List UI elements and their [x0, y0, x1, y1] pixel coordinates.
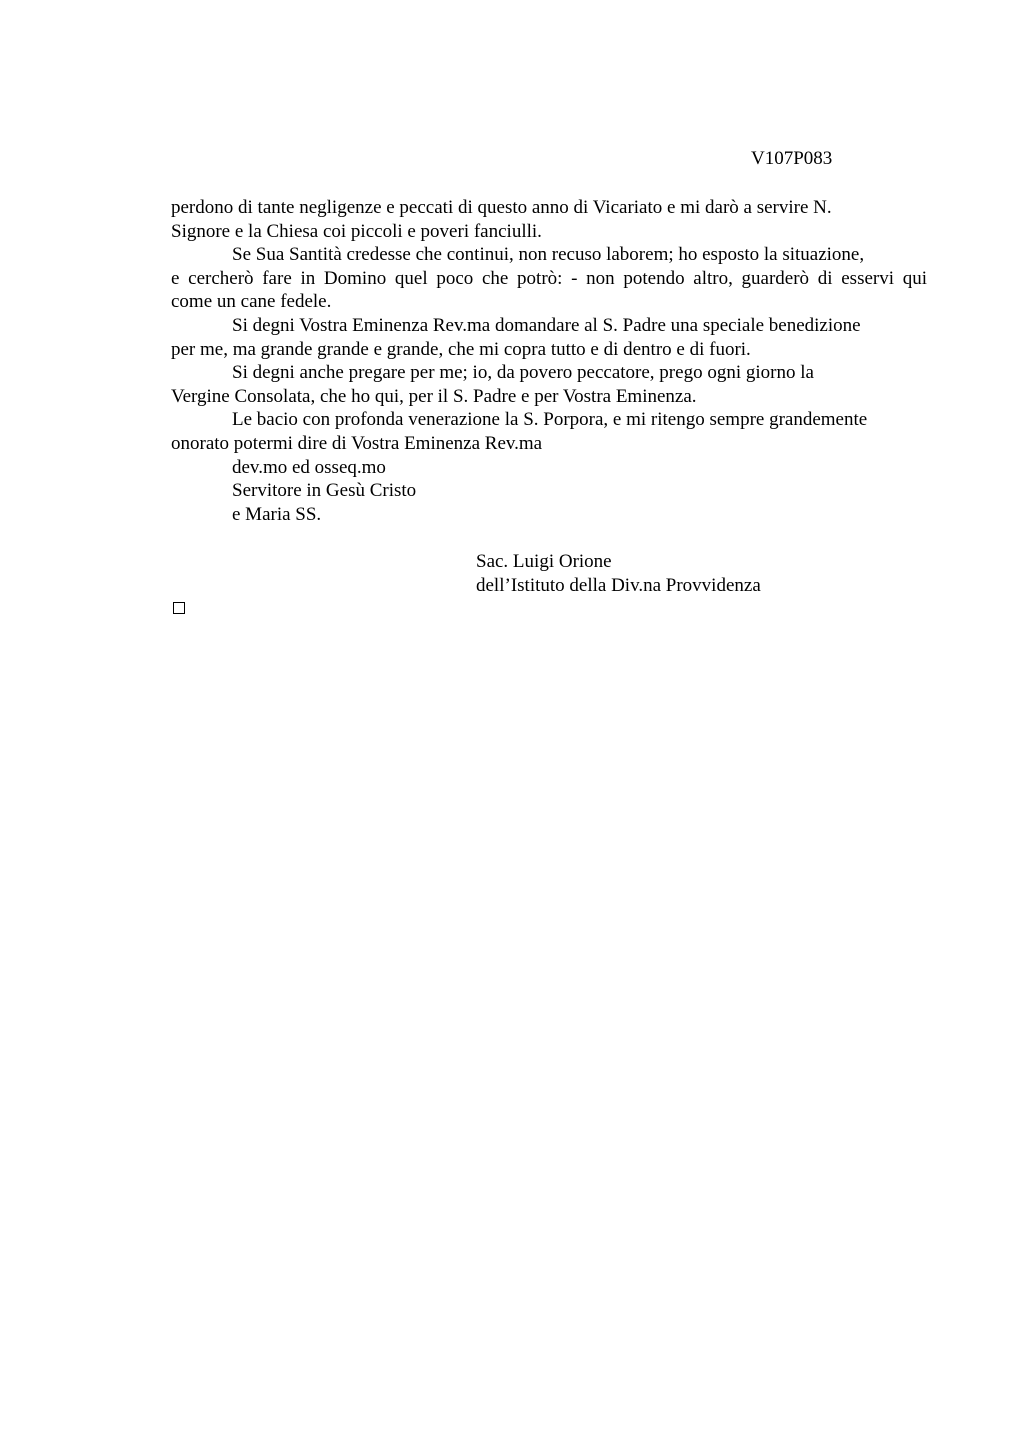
letter-paragraph-start: Si degni anche pregare per me; io, da povero peccatore, prego ogni giorno la [232, 362, 814, 384]
letter-line: onorato potermi dire di Vostra Eminenza Rev.ma [171, 432, 543, 454]
closing-line: Servitore in Gesù Cristo [232, 480, 417, 502]
letter-paragraph-start: Le bacio con profonda venerazione la S. Porpora, e mi ritengo sempre grandemente [232, 409, 868, 431]
letter-line: e cercherò fare in Domino quel poco che potrò: - non potendo altro, guarderò di esservi qui [171, 267, 927, 289]
letter-line: come un cane fedele. [171, 291, 332, 313]
signature-institute: dell’Istituto della Div.na Provvidenza [476, 574, 761, 596]
letter-paragraph-start: Se Sua Santità credesse che continui, non recuso laborem; ho esposto la situazione, [232, 244, 865, 266]
signature-name: Sac. Luigi Orione [476, 551, 612, 572]
end-of-document-box-icon [173, 602, 185, 614]
letter-line: Vergine Consolata, che ho qui, per il S. Padre e per Vostra Eminenza. [171, 385, 697, 407]
letter-paragraph-start: Si degni Vostra Eminenza Rev.ma domandare al S. Padre una speciale benedizione [232, 314, 861, 336]
letter-line: Signore e la Chiesa coi piccoli e poveri fanciulli. [171, 220, 542, 242]
page-id: V107P083 [751, 148, 833, 169]
closing-line: dev.mo ed osseq.mo [232, 456, 386, 478]
signature-block [476, 550, 761, 597]
letter-body [171, 196, 927, 526]
letter-line: per me, ma grande grande e grande, che mi copra tutto e di dentro e di fuori. [171, 338, 751, 360]
closing-line: e Maria SS. [232, 503, 322, 525]
letter-line: perdono di tante negligenze e peccati di questo anno di Vicariato e mi darò a servire N. [171, 197, 832, 218]
